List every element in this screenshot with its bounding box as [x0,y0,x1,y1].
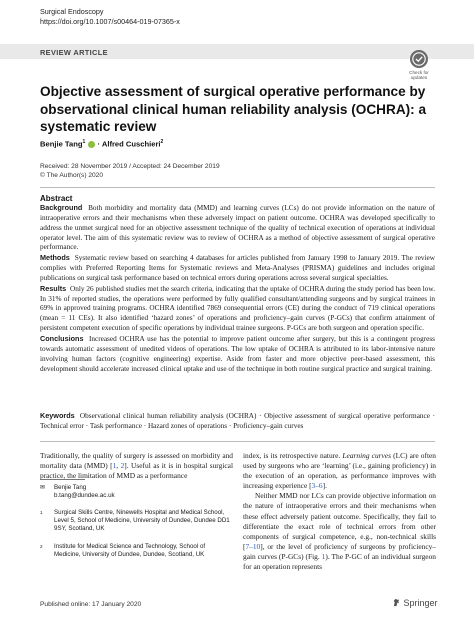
body-paragraph: Neither MMD nor LCs can provide objective information on the nature of intraoperative errors and their mechanisms when these effect adversely patient outcome. Specifically, they fail to differentiate the exact role of technical errors from other components of surgical competence, e.g., non-technical skills [7–10], or the level of proficiency of surgeons by proficiency–gain curves (P-GCs) (Fig. 1). The P-GC of an individual surgeon for an operation represents [243,491,436,572]
check-label-1: Check for [409,70,429,75]
footnote-number: 1 [40,510,43,515]
body-paragraph: Traditionally, the quality of surgery is assessed on morbidity and mortality data (MMD) [1, 2]. Useful as it is in hospital surgical practice, the limitation of MMD as a performance [40,451,233,481]
article-title: Objective assessment of surgical operative performance by observational clinical human reliability analysis (OCHRA): a systematic review [40,84,427,135]
abstract-label: Conclusions [40,333,84,343]
footnote-affiliation [40,509,233,534]
keywords-label: Keywords [40,411,75,420]
received-accepted: Received: 28 November 2019 / Accepted: 24 December 2019 [40,163,220,170]
footnote-text: Institute for Medical Science and Technology, School of Medicine, University of Dundee, Dundee, Scotland, UK [54,543,206,559]
corresponding-name: Benjie Tang [54,484,87,491]
article-type-label: REVIEW ARTICLE [40,47,108,57]
corresponding-email[interactable]: b.tang@dundee.ac.uk [54,492,115,499]
abstract-label: Methods [40,253,70,263]
abstract-methods: Methods Systematic review based on searching 4 databases for articles published from January 1998 to January 2019. The review complies with Preferred Reporting Items for Systematic reviews and Meta-Analyses (PRISMA) guidelines and includes original publications on surgical task performance based on technical errors during operations across several surgical specialties. [40,253,436,282]
figure-link[interactable]: 1 [321,551,326,561]
body-paragraph: index, is its retrospective nature. Learning curves (LC) are often used by surgeons who are ‘learning’ (i.e., gaining proficiency) in the execution of an operation, as performance improves with increasing experience [3–6]. [243,451,436,491]
abstract-conclusions: Conclusions Increased OCHRA use has the potential to improve patient outcome after surgery, but this is a contingent progress towards automatic assessment of unedited videos of operations. The low uptake of OCHRA is attributed to its labor-intensive nature involving human factors (cognitive engineering) expertise. Aside from faster and more objective peer-based assessment, this development should accelerate increased clinical uptake and use of the technique in both routine surgical practice and surgical training. [40,333,435,373]
dates-block [40,163,220,180]
doi-link[interactable]: https://doi.org/10.1007/s00464-019-07365-x [40,16,180,26]
journal-header [40,7,180,26]
emphasis: Learning curves [342,451,391,460]
abstract-label: Results [40,283,67,293]
copyright-line: © The Author(s) 2020 [40,171,104,179]
publisher-name: Springer [403,598,438,608]
footnote-number: 2 [40,544,43,549]
body-column-right [243,451,436,572]
check-updates-icon [410,50,428,68]
abstract-results: Results Only 26 published studies met the search criteria, indicating that the uptake of OCHRA during the study period has been low. In 31% of reported studies, the operations were performed by fully qualified consultant/attending surgeons and by surgical trainees in 69% in approved training programs. OCHRA identified 7869 consequential errors (CE) during the conduct of 719 clinical operations (mean = 11 CEs). It also identified ‘hazard zones’ of operations and proficiency–gain curves (P-GCs) that confirm attainment of persistent competent execution of specific operations by individual trainee surgeons. P-GCs are both surgeon and operation specific. [40,283,436,333]
author-list [40,139,163,149]
abstract-label: Background [40,203,83,212]
author-name[interactable]: Alfred Cuschieri [101,139,161,149]
citation-link[interactable]: 2 [120,461,125,471]
footnote-affiliation [40,543,233,559]
keywords [40,411,435,432]
check-for-updates-badge[interactable] [403,50,435,81]
author-name[interactable]: Benjie Tang [40,139,83,149]
citation-link[interactable]: 1 [112,461,117,471]
citation-link[interactable]: 7–10 [245,541,261,551]
springer-horse-icon [392,598,404,608]
divider [40,441,435,442]
abstract-background: Background Both morbidity and mortality data (MMD) and learning curves (LCs) do not provide information on the nature of intraoperative errors and their mechanisms when these adversely impact on patient outcome. OCHRA was developed specifically to address the unmet surgical need for an objective assessment technique of the quality of technical execution of operations at individual operator level. The aim of this systematic review was to review of OCHRA as a method of objective assessment of surgical operative performance. [40,203,436,252]
corresponding-author [40,484,115,500]
abstract-heading: Abstract [40,194,73,203]
footnote-rule [40,479,85,480]
journal-name: Surgical Endoscopy [40,7,104,16]
author-affiliation-sup: 1 [82,139,86,145]
author-affiliation-sup: 2 [160,139,164,145]
abstract-body [40,203,435,374]
citation-link[interactable]: 3–6 [311,481,323,491]
envelope-icon: ✉ [40,484,46,491]
publisher-logo [392,598,438,608]
check-label-2: updates [410,75,428,81]
body-column-left [40,451,233,481]
divider [40,187,435,188]
published-date: Published online: 17 January 2020 [40,601,142,608]
keywords-text: Observational clinical human reliability analysis (OCHRA) · Objective assessment of surgical operative performance · Technical error · Task performance · Hazard zones of operations · Proficiency–gain curves [40,412,435,430]
footnote-text: Surgical Skills Centre, Ninewells Hospital and Medical School, Level 5, School of Medicine, University of Dundee, Dundee DD1 9SY, Scotland, UK [54,509,230,533]
author-separator: · [95,139,102,149]
